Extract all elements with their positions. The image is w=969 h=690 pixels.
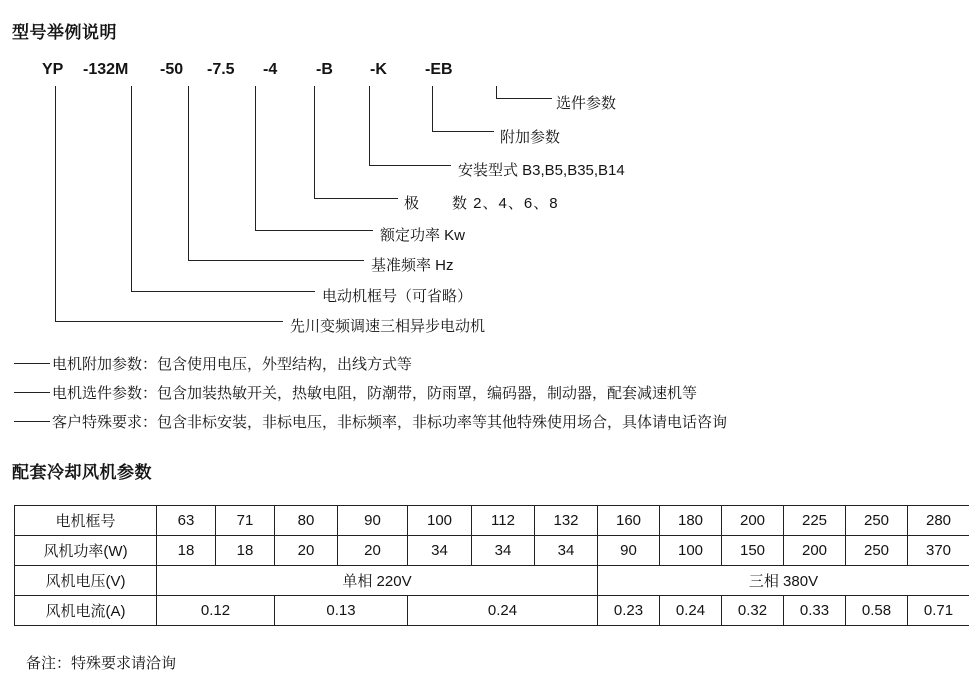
cell-power-80: 20	[275, 536, 338, 566]
cell-current-180: 0.24	[660, 596, 722, 626]
cell-frame-100: 100	[408, 506, 472, 536]
cell-frame-200: 200	[722, 506, 784, 536]
cell-power-180: 100	[660, 536, 722, 566]
callout-label-poles: 极 数 2、4、6、8	[404, 195, 559, 212]
stem-series	[55, 86, 56, 321]
note-dash-icon	[14, 421, 50, 422]
cell-current-160: 0.23	[598, 596, 660, 626]
note-text: 电机选件参数：包含加装热敏开关，热敏电阻，防潮带，防雨罩，编码器，制动器，配套减速机等	[52, 385, 698, 402]
note-dash-icon	[14, 363, 50, 364]
cell-voltage-single-phase: 单相 220V	[157, 566, 598, 596]
code-segment-frame: -132M	[83, 61, 129, 78]
code-segment-option: -EB	[425, 61, 453, 78]
callout-label-series: 先川变频调速三相异步电动机	[290, 318, 486, 335]
connector-frame	[131, 291, 315, 292]
model-code-row	[0, 61, 969, 83]
stem-additional	[432, 86, 433, 131]
cell-frame-250: 250	[846, 506, 908, 536]
row-header-fan-power: 风机功率(W)	[15, 536, 157, 566]
cell-frame-112: 112	[472, 506, 535, 536]
table-row	[15, 536, 969, 566]
cell-power-63: 18	[157, 536, 216, 566]
connector-frequency	[188, 260, 364, 261]
cell-current-225: 0.33	[784, 596, 846, 626]
callout-label-power: 额定功率 Kw	[380, 227, 466, 244]
cell-power-71: 18	[216, 536, 275, 566]
fan-parameter-table-wrap	[14, 505, 954, 626]
note-text: 客户特殊要求：包含非标安装，非标电压，非标频率，非标功率等其他特殊使用场合，具体请电话咨询	[52, 414, 728, 431]
page-title-model-explanation: 型号举例说明	[12, 23, 117, 42]
cell-frame-280: 280	[908, 506, 969, 536]
code-segment-additional: -K	[370, 61, 387, 78]
fan-parameter-table	[14, 505, 969, 626]
row-header-frame-no: 电机框号	[15, 506, 157, 536]
cell-current-250: 0.58	[846, 596, 908, 626]
cell-voltage-three-phase: 三相 380V	[598, 566, 969, 596]
cell-frame-132: 132	[535, 506, 598, 536]
stem-option	[496, 86, 497, 98]
cell-current-group-1: 0.12	[157, 596, 275, 626]
code-segment-series: YP	[42, 61, 64, 78]
page-title-fan-params: 配套冷却风机参数	[12, 463, 152, 482]
cell-power-250: 250	[846, 536, 908, 566]
cell-power-280: 370	[908, 536, 969, 566]
stem-poles	[314, 86, 315, 198]
note-additional-params	[14, 353, 412, 374]
code-segment-poles: -4	[263, 61, 278, 78]
cell-frame-80: 80	[275, 506, 338, 536]
code-segment-mounting: -B	[316, 61, 333, 78]
cell-frame-90: 90	[338, 506, 408, 536]
cell-power-225: 200	[784, 536, 846, 566]
connector-poles	[314, 198, 398, 199]
note-special-requests	[14, 411, 727, 432]
cell-power-90: 20	[338, 536, 408, 566]
cell-power-160: 90	[598, 536, 660, 566]
callout-label-additional: 附加参数	[500, 129, 561, 146]
table-row	[15, 566, 969, 596]
cell-current-280: 0.71	[908, 596, 969, 626]
callout-label-mounting: 安装型式 B3,B5,B35,B14	[458, 162, 625, 179]
cell-power-132: 34	[535, 536, 598, 566]
cell-current-200: 0.32	[722, 596, 784, 626]
note-option-params	[14, 382, 697, 403]
table-row	[15, 506, 969, 536]
stem-mounting	[369, 86, 370, 165]
callout-label-frame: 电动机框号（可省略）	[322, 288, 473, 305]
connector-additional	[432, 131, 494, 132]
connector-power	[255, 230, 373, 231]
cell-frame-160: 160	[598, 506, 660, 536]
callout-label-option: 选件参数	[556, 95, 617, 112]
cell-current-group-3: 0.24	[408, 596, 598, 626]
connector-series	[55, 321, 283, 322]
note-dash-icon	[14, 392, 50, 393]
connector-option	[496, 98, 552, 99]
connector-mounting	[369, 165, 451, 166]
note-text: 电机附加参数：包含使用电压，外型结构，出线方式等	[52, 356, 413, 373]
code-segment-power: -7.5	[207, 61, 235, 78]
stem-frequency	[188, 86, 189, 260]
stem-frame	[131, 86, 132, 291]
cell-power-100: 34	[408, 536, 472, 566]
cell-frame-180: 180	[660, 506, 722, 536]
row-header-fan-current: 风机电流(A)	[15, 596, 157, 626]
code-segment-frequency: -50	[160, 61, 184, 78]
cell-frame-71: 71	[216, 506, 275, 536]
callout-label-frequency: 基准频率 Hz	[371, 257, 454, 274]
cell-current-group-2: 0.13	[275, 596, 408, 626]
cell-power-112: 34	[472, 536, 535, 566]
cell-frame-225: 225	[784, 506, 846, 536]
stem-power	[255, 86, 256, 230]
table-row	[15, 596, 969, 626]
cell-power-200: 150	[722, 536, 784, 566]
row-header-fan-voltage: 风机电压(V)	[15, 566, 157, 596]
cell-frame-63: 63	[157, 506, 216, 536]
table-footnote: 备注：特殊要求请洽询	[26, 655, 177, 672]
